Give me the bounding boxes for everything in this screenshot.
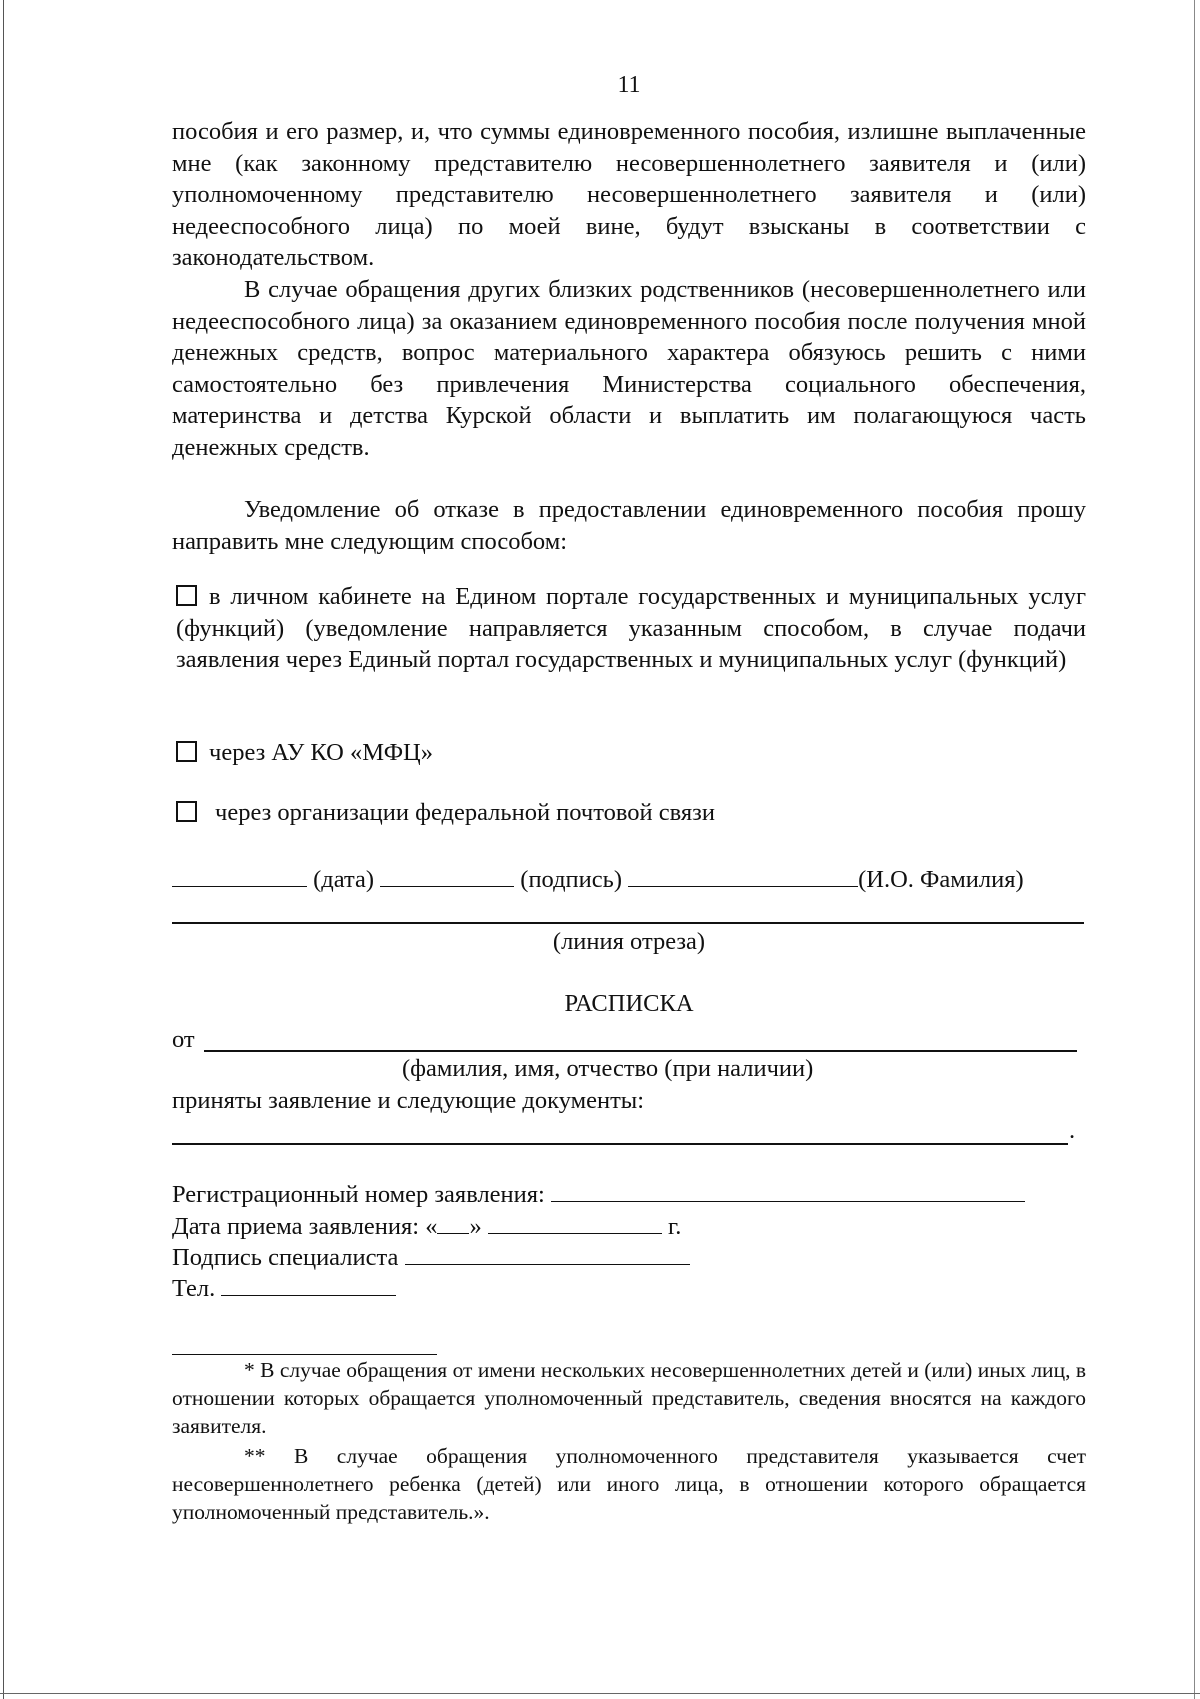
- date-blank[interactable]: [172, 864, 307, 887]
- option-post-label: через организации федеральной почтовой связи: [215, 799, 715, 826]
- phone-label: Тел.: [172, 1275, 216, 1302]
- option-post[interactable]: [176, 797, 1086, 829]
- phone-blank[interactable]: [221, 1273, 396, 1296]
- signature-label: (подпись): [520, 866, 622, 893]
- documents-period: .: [1069, 1117, 1076, 1144]
- page-edge-right: [1194, 0, 1195, 1699]
- year-suffix: г.: [667, 1213, 682, 1240]
- footnote-2: ** В случае обращения уполномоченного представителя указывается счет несовершеннолетнего ребенка (детей) или иного лица, в отношении которого обращается уполномоченный представитель.».: [172, 1444, 1086, 1524]
- specialist-signature-label: Подпись специалиста: [172, 1244, 399, 1271]
- receipt-date-row: [172, 1211, 1086, 1243]
- receipt-title: РАСПИСКА: [564, 990, 694, 1017]
- specialist-signature-row: [172, 1242, 1086, 1274]
- checkbox-mfc[interactable]: [176, 741, 197, 762]
- name-blank[interactable]: [628, 864, 858, 887]
- paragraph-liability: пособия и его размер, и, что суммы единовременного пособия, излишне выплаченные мне (как законному представителю несовершеннолетнего заявителя и (или) уполномоченному представителю несовершеннолетнего заявителя и (или) недееспособного лица) по моей вине, будут взысканы в соответствии с законодательством.: [172, 118, 1086, 271]
- accepted-label: приняты заявление и следующие документы:: [172, 1087, 645, 1114]
- from-label: от: [172, 1026, 195, 1053]
- page-edge-bottom: [0, 1693, 1200, 1694]
- option-mfc[interactable]: [176, 737, 1086, 769]
- checkbox-post[interactable]: [176, 801, 197, 822]
- option-portal[interactable]: [176, 581, 1086, 676]
- reg-number-label: Регистрационный номер заявления:: [172, 1181, 545, 1208]
- signature-row: [172, 864, 1086, 896]
- receipt-date-label: Дата приема заявления: «: [172, 1213, 438, 1240]
- month-blank[interactable]: [488, 1211, 662, 1234]
- fio-label: (фамилия, имя, отчество (при наличии): [402, 1055, 814, 1082]
- option-portal-label: в личном кабинете на Едином портале государственных и муниципальных услуг (функций) (уведомление направляется указанным способом, в случае подачи заявления через Единый портал государственных и муниципальных услуг (функций): [176, 583, 1086, 673]
- option-mfc-label: через АУ КО «МФЦ»: [209, 739, 433, 766]
- page-number: 11: [617, 72, 641, 98]
- cut-line: [172, 922, 1084, 924]
- footnote-1: * В случае обращения от имени нескольких несовершеннолетних детей и (или) иных лиц, в отношении которых обращается уполномоченный представитель, сведения вносятся на каждого заявителя.: [172, 1358, 1086, 1438]
- cut-line-label: (линия отреза): [552, 928, 706, 955]
- from-blank[interactable]: [204, 1050, 1077, 1052]
- footnote-separator: [172, 1354, 437, 1355]
- signature-blank[interactable]: [380, 864, 514, 887]
- page-edge-left: [3, 0, 4, 1699]
- checkbox-portal[interactable]: [176, 585, 197, 606]
- documents-blank[interactable]: [172, 1143, 1068, 1145]
- specialist-signature-blank[interactable]: [405, 1242, 690, 1265]
- receipt-date-close: »: [469, 1213, 482, 1240]
- reg-number-blank[interactable]: [551, 1179, 1025, 1202]
- reg-number-row: [172, 1179, 1086, 1211]
- name-label: (И.О. Фамилия): [858, 866, 1024, 893]
- paragraph-relatives: В случае обращения других близких родственников (несовершеннолетнего или недееспособного лица) за оказанием единовременного пособия после получения мной денежных средств, вопрос материального характера обязуюсь решить с ними самостоятельно без привлечения Министерства социального обеспечения, материнства и детства Курской области и выплатить им полагающуюся часть денежных средств.: [172, 276, 1086, 461]
- day-blank[interactable]: [437, 1211, 469, 1234]
- phone-row: [172, 1273, 1086, 1305]
- date-label: (дата): [313, 866, 375, 893]
- paragraph-notification: Уведомление об отказе в предоставлении единовременного пособия прошу направить мне следующим способом:: [172, 496, 1086, 555]
